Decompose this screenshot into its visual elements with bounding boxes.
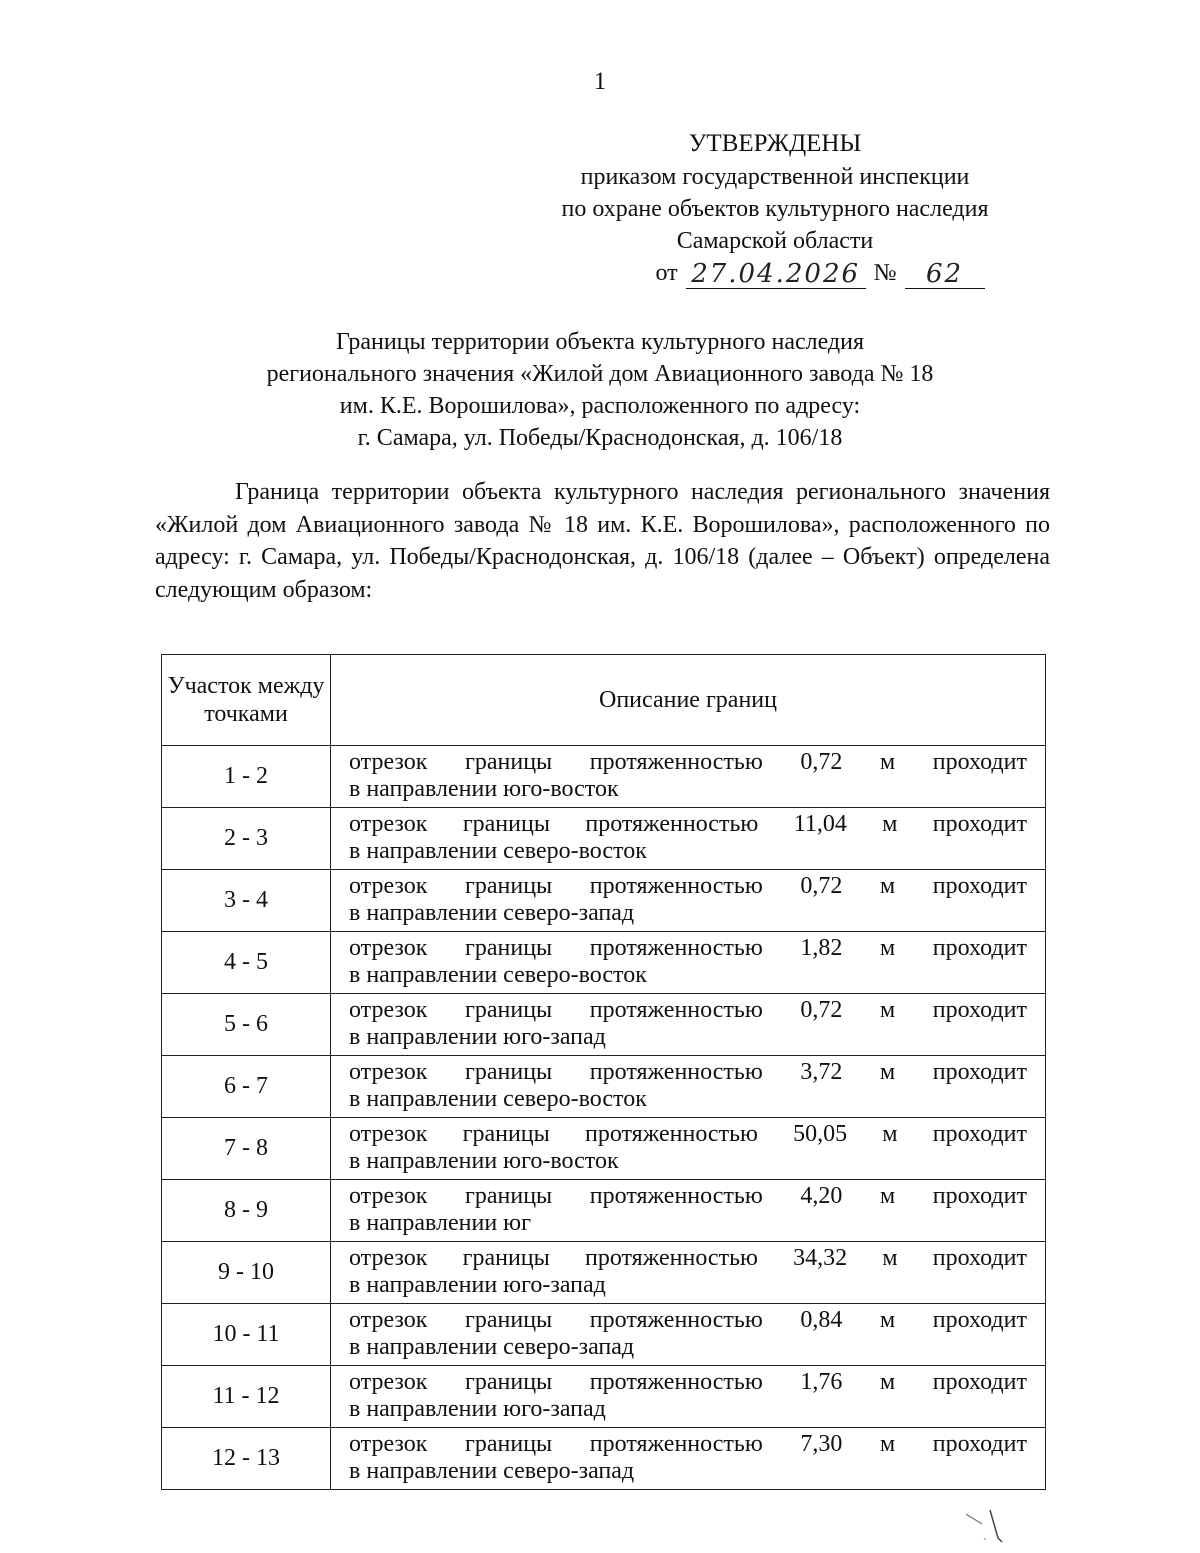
length-value: 50,05 [793,1121,848,1147]
length-value: 4,20 [800,1183,843,1209]
description-cell [331,1366,1046,1428]
word-passes: проходит [932,873,1027,899]
word-length: протяженностью [589,1369,763,1395]
approval-line: приказом государственной инспекции [580,164,970,190]
date-prefix: от [655,260,678,286]
length-value: 0,72 [800,997,843,1023]
word-length: протяженностью [589,1183,763,1209]
word-length: протяженностью [589,873,763,899]
table-header-row [162,655,1046,746]
word-length: протяженностью [584,1245,758,1271]
direction-text: в направлении юго-запад [349,1396,606,1422]
table-row [162,994,1046,1056]
table-row [162,746,1046,808]
word-length: протяженностью [589,997,763,1023]
segment-cell: 5 - 6 [162,994,331,1056]
word-unit: м [879,935,896,961]
boundary-table [161,654,1046,1490]
word-segment: отрезок [349,1245,428,1271]
approval-line: Самарской области [676,228,874,254]
word-unit: м [879,749,896,775]
table-row [162,808,1046,870]
segment-cell: 2 - 3 [162,808,331,870]
length-value: 1,82 [800,935,843,961]
word-border: границы [462,1121,550,1147]
description-cell [331,1304,1046,1366]
word-unit: м [879,1431,896,1457]
header-segment: Участок между точками [162,655,331,746]
description-line [349,935,1027,962]
header-description: Описание границ [331,655,1046,746]
word-border: границы [465,1183,553,1209]
word-length: протяженностью [589,935,763,961]
direction-text: в направлении северо-запад [349,1334,635,1360]
approval-date-row [655,257,984,289]
word-segment: отрезок [349,873,428,899]
segment-cell: 9 - 10 [162,1242,331,1304]
table-row [162,1304,1046,1366]
word-segment: отрезок [349,749,428,775]
word-border: границы [465,1059,553,1085]
direction-text: в направлении юго-запад [349,1272,606,1298]
word-segment: отрезок [349,1183,428,1209]
word-unit: м [882,1121,898,1147]
handwritten-date: 27.04.2026 [686,260,866,289]
word-passes: проходит [932,1183,1027,1209]
length-value: 34,32 [793,1245,848,1271]
handwritten-number: 62 [905,260,985,289]
direction-text: в направлении юго-восток [349,776,619,802]
word-unit: м [879,1059,896,1085]
description-line [349,1369,1027,1396]
word-passes: проходит [932,1431,1027,1457]
direction-text: в направлении северо-запад [349,1458,635,1484]
word-segment: отрезок [349,1369,428,1395]
word-unit: м [879,873,896,899]
segment-cell: 8 - 9 [162,1180,331,1242]
word-border: границы [465,873,553,899]
direction-text: в направлении юго-запад [349,1024,606,1050]
word-passes: проходит [932,1245,1027,1271]
table-row [162,1118,1046,1180]
title-line: регионального значения «Жилой дом Авиационного завода № 18 [266,361,934,387]
word-border: границы [465,935,553,961]
approval-block [520,128,1030,289]
direction-text: в направлении северо-запад [349,900,635,926]
description-line [349,1121,1027,1148]
table-row [162,1242,1046,1304]
word-border: границы [462,811,550,837]
description-cell [331,870,1046,932]
length-value: 7,30 [800,1431,843,1457]
word-segment: отрезок [349,811,428,837]
word-segment: отрезок [349,1059,428,1085]
word-unit: м [879,997,896,1023]
direction-text: в направлении юг [349,1210,531,1236]
description-line [349,997,1027,1024]
description-cell [331,1428,1046,1490]
word-passes: проходит [932,935,1027,961]
table-row [162,870,1046,932]
direction-text: в направлении северо-восток [349,1086,647,1112]
description-line [349,749,1027,776]
length-value: 1,76 [800,1369,843,1395]
word-passes: проходит [932,1121,1027,1147]
length-value: 3,72 [800,1059,843,1085]
description-cell [331,808,1046,870]
document-title [150,326,1050,454]
word-length: протяженностью [584,1121,758,1147]
description-line [349,873,1027,900]
description-line [349,1245,1027,1272]
word-length: протяженностью [589,749,763,775]
word-border: границы [465,997,553,1023]
table-row [162,1428,1046,1490]
word-length: протяженностью [589,1059,763,1085]
word-unit: м [879,1307,896,1333]
word-unit: м [879,1183,896,1209]
segment-cell: 11 - 12 [162,1366,331,1428]
word-segment: отрезок [349,997,428,1023]
description-cell [331,1118,1046,1180]
description-line [349,1307,1027,1334]
segment-cell: 3 - 4 [162,870,331,932]
approval-heading: УТВЕРЖДЕНЫ [688,130,862,157]
word-unit: м [882,811,898,837]
word-length: протяженностью [585,811,759,837]
description-cell [331,746,1046,808]
intro-paragraph: Граница территории объекта культурного наследия регионального значения «Жилой дом Авиационного завода № 18 им. К.Е. Ворошилова», расположенного по адресу: г. Самара, ул. Победы/Краснодонская, д. 106/18 (далее – Объект) определена следующим образом: [155,479,1050,603]
approval-line: по охране объектов культурного наследия [561,196,989,222]
table-row [162,1180,1046,1242]
description-cell [331,1242,1046,1304]
segment-cell: 6 - 7 [162,1056,331,1118]
word-segment: отрезок [349,1431,428,1457]
word-passes: проходит [932,1059,1027,1085]
table-row [162,932,1046,994]
direction-text: в направлении северо-восток [349,962,647,988]
table-row [162,1056,1046,1118]
word-border: границы [465,1307,553,1333]
word-passes: проходит [932,749,1027,775]
title-line: им. К.Е. Ворошилова», расположенного по адресу: [339,393,861,419]
segment-cell: 1 - 2 [162,746,331,808]
word-border: границы [462,1245,550,1271]
word-segment: отрезок [349,1307,428,1333]
word-passes: проходит [932,1307,1027,1333]
description-line [349,811,1027,838]
segment-cell: 10 - 11 [162,1304,331,1366]
table-row [162,1366,1046,1428]
description-cell [331,1056,1046,1118]
length-value: 0,72 [800,749,843,775]
word-border: границы [465,1431,553,1457]
word-passes: проходит [932,997,1027,1023]
description-line [349,1183,1027,1210]
direction-text: в направлении юго-восток [349,1148,619,1174]
segment-cell: 12 - 13 [162,1428,331,1490]
margin-scribble-icon [958,1500,1018,1550]
description-cell [331,994,1046,1056]
segment-cell: 4 - 5 [162,932,331,994]
word-border: границы [465,749,553,775]
table-body [162,746,1046,1490]
length-value: 0,84 [800,1307,843,1333]
description-line [349,1059,1027,1086]
word-border: границы [465,1369,553,1395]
length-value: 11,04 [793,811,847,837]
title-line: г. Самара, ул. Победы/Краснодонская, д. 106/18 [357,425,843,451]
word-length: протяженностью [589,1431,763,1457]
length-value: 0,72 [800,873,843,899]
word-passes: проходит [932,1369,1027,1395]
page-number: 1 [593,68,607,95]
word-length: протяженностью [589,1307,763,1333]
description-cell [331,932,1046,994]
title-line: Границы территории объекта культурного наследия [335,329,865,355]
description-line [349,1431,1027,1458]
word-segment: отрезок [349,935,428,961]
word-unit: м [882,1245,898,1271]
word-unit: м [879,1369,896,1395]
description-cell [331,1180,1046,1242]
segment-cell: 7 - 8 [162,1118,331,1180]
direction-text: в направлении северо-восток [349,838,647,864]
number-prefix: № [873,260,897,286]
word-passes: проходит [932,811,1027,837]
word-segment: отрезок [349,1121,428,1147]
